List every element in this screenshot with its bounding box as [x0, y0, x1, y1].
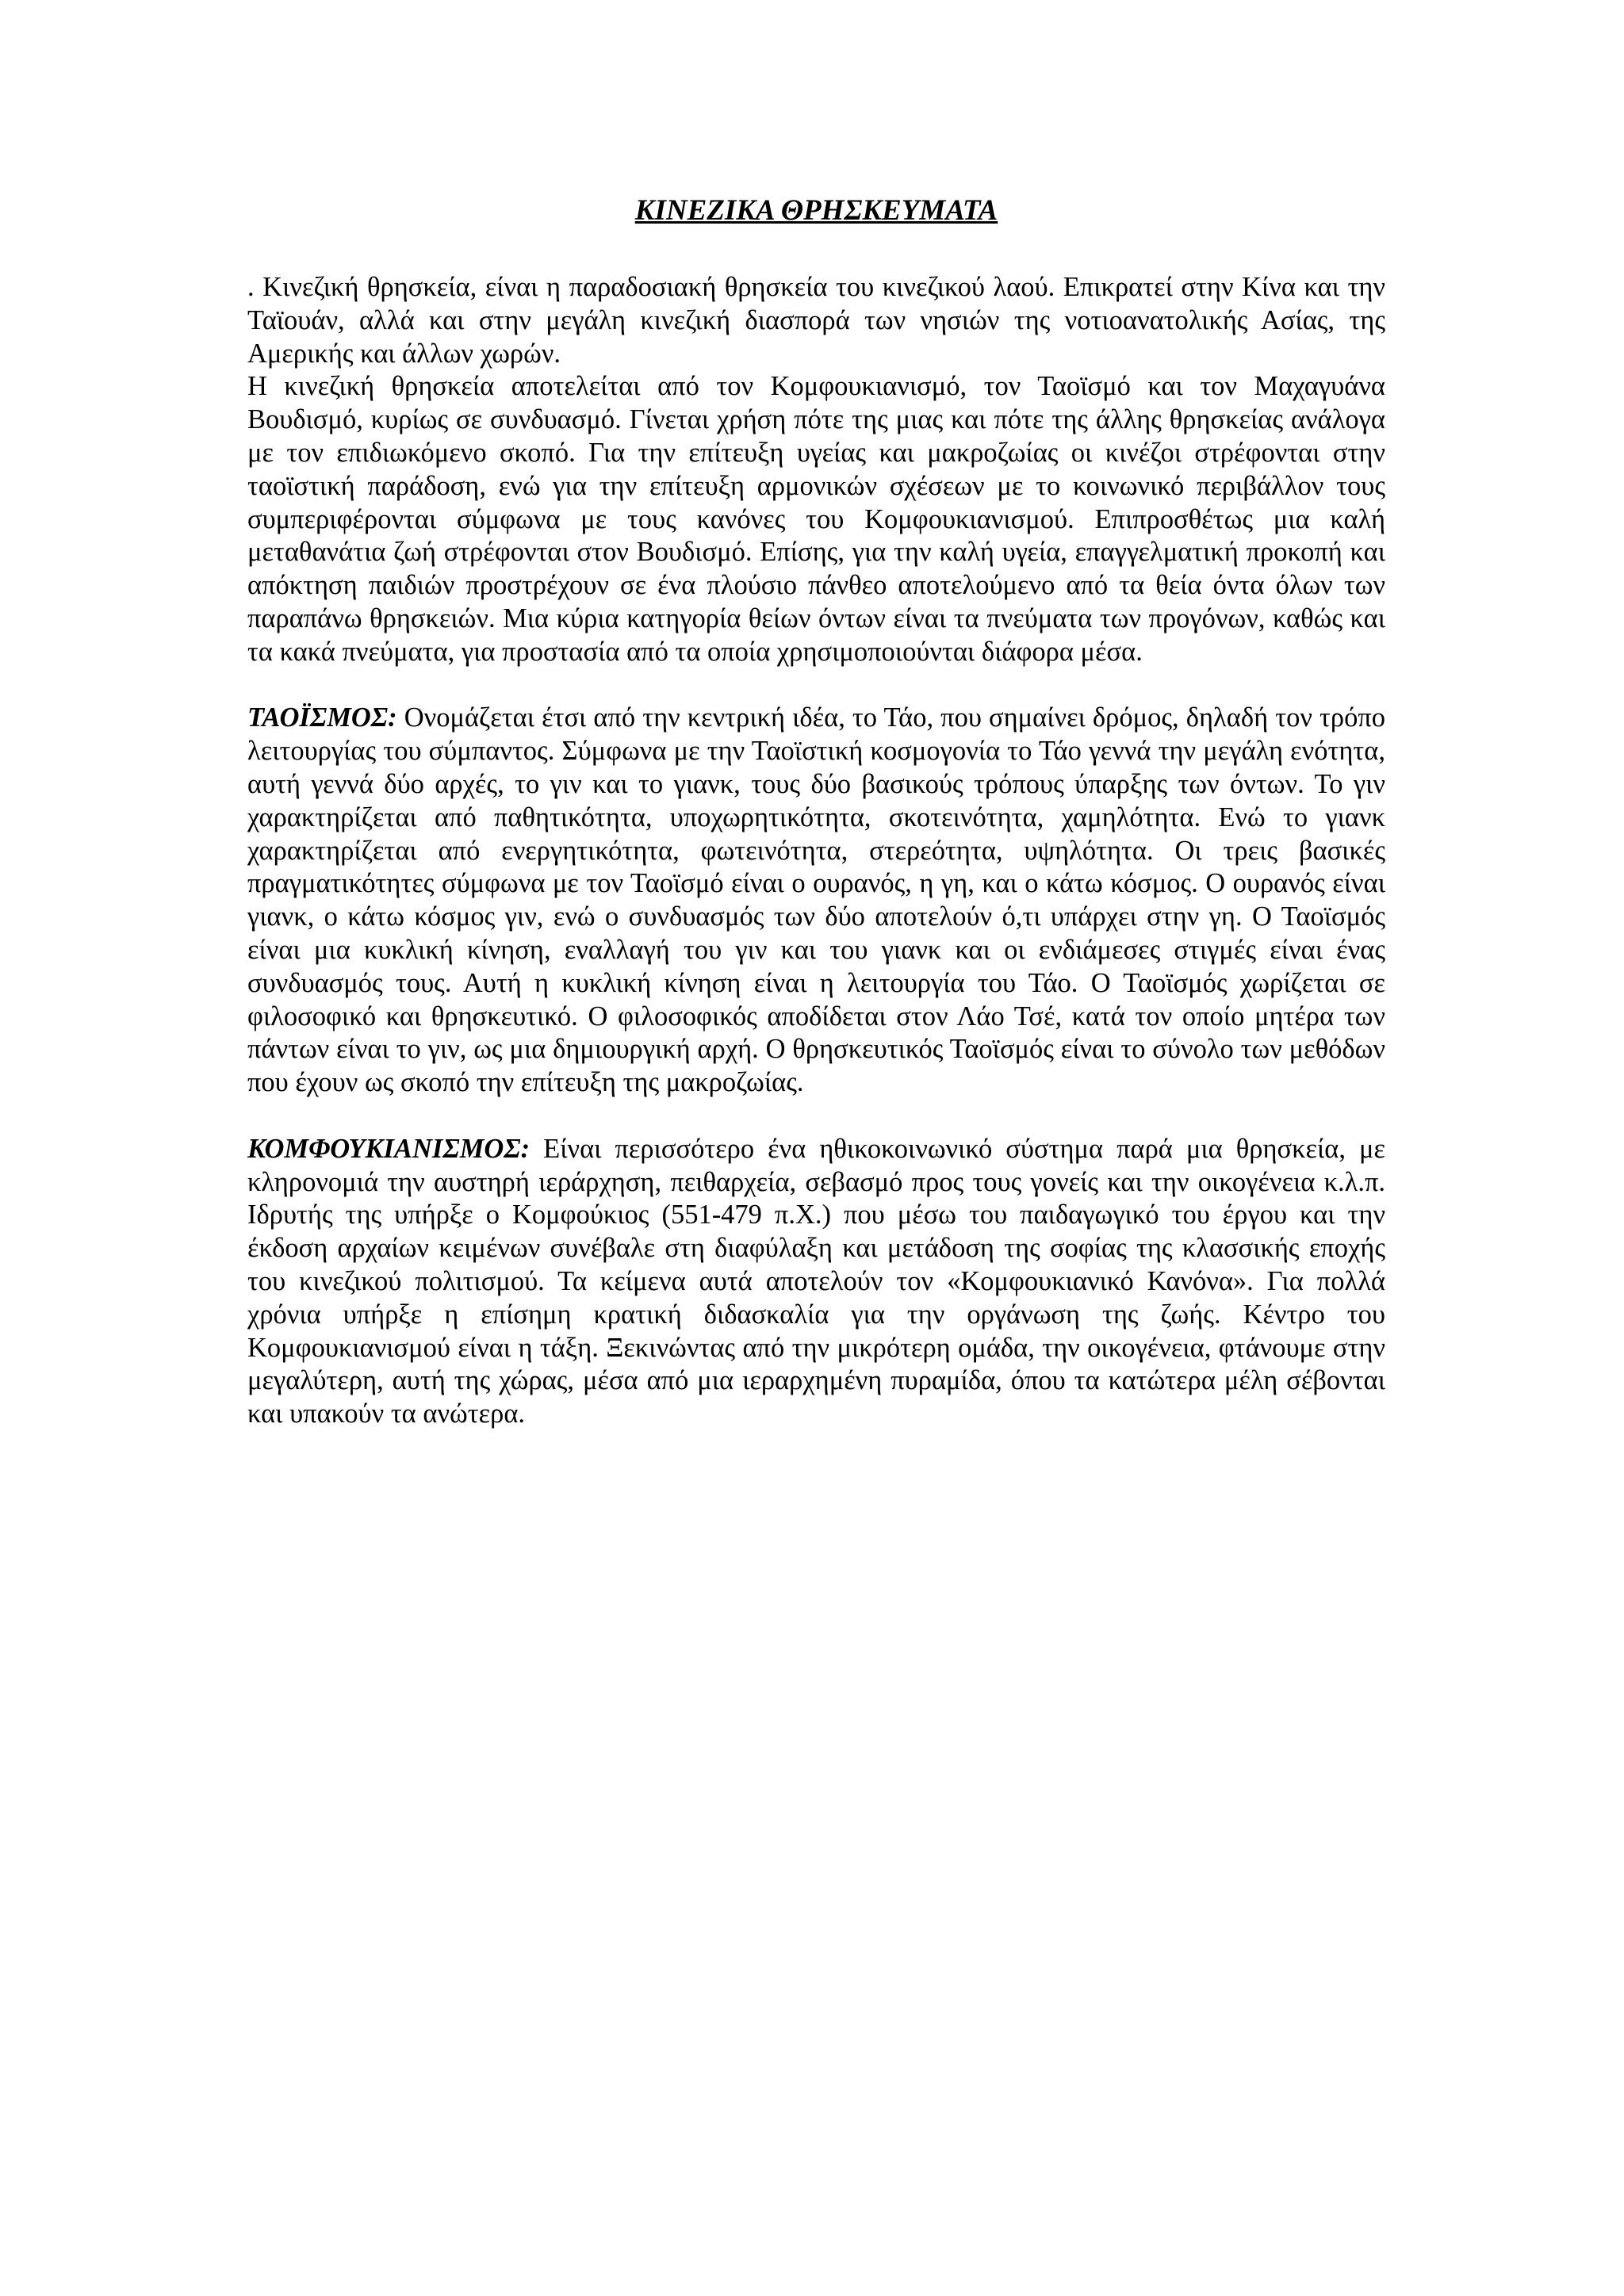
- intro-paragraph-2: Η κινεζική θρησκεία αποτελείται από τον Κομφουκιανισμό, τον Ταοϊσμό και τον Μαχαγυάνα Βουδισμό, κυρίως σε συνδυασμό. Γίνεται χρήση πότε της μιας και πότε της άλλης θρησκείας ανάλογα με τον επιδιωκόμενο σκοπό. Για την επίτευξη υγείας και μακροζωίας οι κινέζοι στρέφονται στην ταοϊστική παράδοση, ενώ για την επίτευξη αρμονικών σχέσεων με το κοινωνικό περιβάλλον τους συμπεριφέρονται σύμφωνα με τους κανόνες του Κομφουκιανισμού. Επιπροσθέτως μια καλή μεταθανάτια ζωή στρέφονται στον Βουδισμό. Επίσης, για την καλή υγεία, επαγγελματική προκοπή και απόκτηση παιδιών προστρέχουν σε ένα πλούσιο πάνθεο αποτελούμενο από τα θεία όντα όλων των παραπάνω θρησκειών. Μια κύρια κατηγορία θείων όντων είναι τα πνεύματα των προγόνων, καθώς και τα κακά πνεύματα, για προστασία από τα οποία χρησιμοποιούνται διάφορα μέσα.: [247, 371, 1385, 667]
- document-page: [247, 192, 1385, 1431]
- document-title: ΚΙΝΕΖΙΚΑ ΘΡΗΣΚΕΥΜΑΤΑ: [634, 194, 998, 227]
- taoism-paragraph: [247, 702, 1385, 1100]
- confucianism-heading: ΚΟΜΦΟΥΚΙΑΝΙΣΜΟΣ:: [247, 1133, 530, 1164]
- intro-paragraph-1: . Κινεζική θρησκεία, είναι η παραδοσιακή θρησκεία του κινεζικού λαού. Επικρατεί στην Κίνα και την Ταϊουάν, αλλά και στην μεγάλη κινεζική διασπορά των νησιών της νοτιοανατολικής Ασίας, της Αμερικής και άλλων χωρών.: [247, 272, 1385, 369]
- paragraph-gap: [247, 669, 1385, 702]
- confucianism-paragraph: [247, 1133, 1385, 1431]
- taoism-text: Ονομάζεται έτσι από την κεντρική ιδέα, το Τάο, που σημαίνει δρόμος, δηλαδή τον τρόπο λειτουργίας του σύμπαντος. Σύμφωνα με την Ταοϊστική κοσμογονία το Τάο γεννά την μεγάλη ενότητα, αυτή γεννά δύο αρχές, το γιν και το γιανκ, τους δύο βασικούς τρόπους ύπαρξης των όντων. Το γιν χαρακτηρίζεται από παθητικότητα, υποχωρητικότητα, σκοτεινότητα, χαμηλότητα. Ενώ το γιανκ χαρακτηρίζεται από ενεργητικότητα, φωτεινότητα, στερεότητα, υψηλότητα. Οι τρεις βασικές πραγματικότητες σύμφωνα με τον Ταοϊσμό είναι ο ουρανός, η γη, και ο κάτω κόσμος. Ο ουρανός είναι γιανκ, ο κάτω κόσμος γιν, ενώ ο συνδυασμός των δύο αποτελούν ό,τι υπάρχει στην γη. Ο Ταοϊσμός είναι μια κυκλική κίνηση, εναλλαγή του γιν και του γιανκ και οι ενδιάμεσες στιγμές είναι ένας συνδυασμός τους. Αυτή η κυκλική κίνηση είναι η λειτουργία του Τάο. Ο Ταοϊσμός χωρίζεται σε φιλοσοφικό και θρησκευτικό. Ο φιλοσοφικός αποδίδεται στον Λάο Τσέ, κατά τον οποίο μητέρα των πάντων είναι το γιν, ως μια δημιουργική αρχή. Ο θρησκευτικός Ταοϊσμός είναι το σύνολο των μεθόδων που έχουν ως σκοπό την επίτευξη της μακροζωίας.: [247, 702, 1385, 1098]
- taoism-heading: ΤΑΟΪΣΜΟΣ:: [247, 702, 397, 733]
- paragraph-gap: [247, 1100, 1385, 1133]
- confucianism-text: Είναι περισσότερο ένα ηθικοκοινωνικό σύστημα παρά μια θρησκεία, με κληρονομιά την αυστηρή ιεράρχηση, πειθαρχεία, σεβασμό προς τους γονείς και την οικογένεια κ.λ.π. Ιδρυτής της υπήρξε ο Κομφούκιος (551-479 π.Χ.) που μέσω του παιδαγωγικό του έργου και την έκδοση αρχαίων κειμένων συνέβαλε στη διαφύλαξη και μετάδοση της σοφίας της κλασσικής εποχής του κινεζικού πολιτισμού. Τα κείμενα αυτά αποτελούν τον «Κομφουκιανικό Κανόνα». Για πολλά χρόνια υπήρξε η επίσημη κρατική διδασκαλία για την οργάνωση της ζωής. Κέντρο του Κομφουκιανισμού είναι η τάξη. Ξεκινώντας από την μικρότερη ομάδα, την οικογένεια, φτάνουμε στην μεγαλύτερη, αυτή της χώρας, μέσα από μια ιεραρχημένη πυραμίδα, όπου τα κατώτερα μέλη σέβονται και υπακούν τα ανώτερα.: [247, 1133, 1385, 1429]
